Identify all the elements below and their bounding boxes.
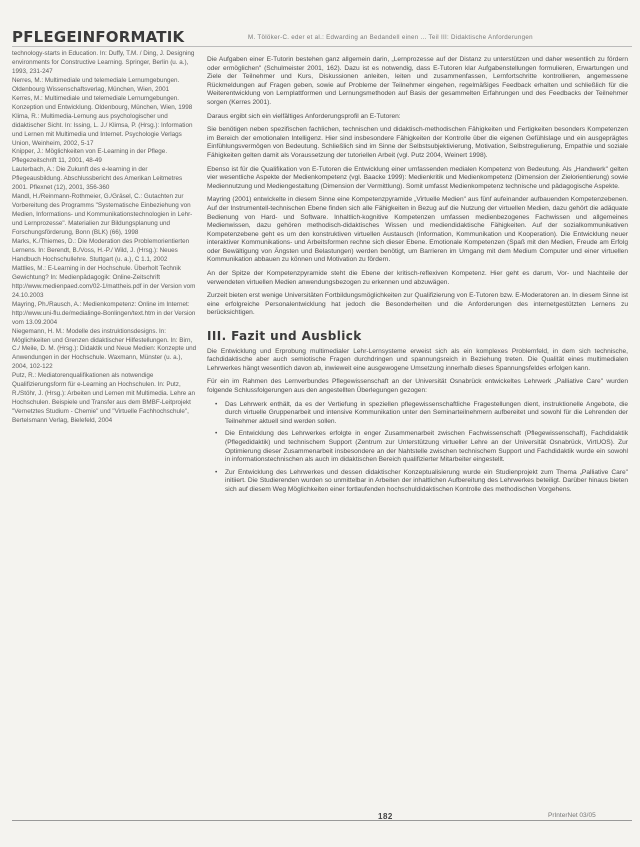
paragraph: Mayring (2001) entwickelte in diesem Sinne eine Kompetenzpyramide „Virtuelle Medien" aus fünf aufeinander aufbauenden Kompetenzebenen. Auf der Instrumentell-technischen Ebene finden sich alle Fähigkeiten in Bezug auf die Nutzung der virtuellen Medien, dazu gehört die adäquate Bedienung von Hard- und Software. Inhaltlich-kognitive Kompetenzen umfassen medienbezogenes Fachwissen und allgemeines Medienwissen, dazu gehören methodisch-didaktisches Wissen und mediendidaktische Fähigkeiten. Auf der sozialkommunikativen Kompetenzebene geht es um den konstruktiven virtuellen Austausch (Information, Kommunikation und Kooperation). Die Entwicklung neuer interaktiver Kommunikations- und Arbeitsformen rechne sich dieser Ebene. Emotionale Kompetenzen (Spaß mit den Medien, Freude am Erfolg oder Bewältigung von Ängsten und Belastungen) werden benötigt, um Barrieren im Umgang mit dem Medium Computer und einer virtuellen Kommunikation abbauen zu können und Motivation zu fördern.	[207, 196, 628, 264]
section-heading: III. Fazit und Ausblick	[207, 329, 362, 344]
running-title: M. Tölöker-C. eder et al.: Edwarding an Bedandell einen ... Teil III: Didaktische Anforderungen	[248, 34, 533, 41]
paragraph: Die Entwicklung und Erprobung multimedialer Lehr-Lernsysteme erweist sich als ein komplexes Problemfeld, in dem sich technische, fachdidaktische aber auch semiotische Fragen durchdringen und spannungsreich in Beziehung treten. Die Qualität eines multimedialen Lehrwerkes hängt wesentlich davon ab, inwieweit eine ausgewogene Umsetzung innerhalb dieses Spannungsfeldes erfolgen kann.	[207, 347, 628, 372]
paragraph: Zurzeit bieten erst wenige Universitäten Fortbildungsmöglichkeiten zur Qualifizierung von E-Tutoren bzw. E-Moderatoren an. In diesem Sinne ist eine erfolgreiche Personalentwicklung hat jedoch die Besonderheiten und die Anforderungen des internetgestützten Lernens zu berücksichtigen.	[207, 292, 628, 317]
reference-item: Marks, K./Thiemes, D.: Die Moderation des Problemorientierten Lernens. In: Berendt, B./Voss, H.-P./ Wild, J. (Hrsg.): Neues Handbuch Hochschullehre. Stuttgart (u. a.), C 1.1, 2002	[12, 238, 190, 263]
reference-item: Putz, R.: Mediatorenqualifikationen als notwendige Qualifizierungsform für e-Learning an Hochschulen. In: Putz, R./Stöhr, J. (Hrsg.): Arbeiten und Lernen mit Multimedia. Lehre an Hochschulen. Beispiele und Transfer aus dem BMBF-Leitprojekt "Vernetztes Studium - Chemie" und "Virtuelle Fachhochschule", Bertelsmann Verlag, Bielefeld, 2004	[12, 372, 196, 425]
main-column	[207, 56, 628, 499]
reference-item: Kerres, M.: Multimediale und telemediale Lernumgebungen. Konzeption und Entwicklung. Oldenbourg, München, Wien, 1998	[12, 94, 193, 111]
header-rule	[12, 46, 632, 47]
bullet-list	[207, 401, 628, 495]
reference-item: Nerres, M.: Multimediale und telemediale Lernumgebungen. Oldenbourg Wissenschaftsverlag, München, Wien, 2001	[12, 76, 180, 93]
paragraph: Für ein im Rahmen des Lernverbundes Pflegewissenschaft an der Universität Osnabrück entwickeltes Lehrwerk „Palliative Care" wurden folgende Schlussfolgerungen aus den angestellten Überlegungen gezogen:	[207, 378, 628, 394]
bullet-item: • Zur Entwicklung des Lehrwerkes und dessen didaktischer Konzeptualisierung wurde ein Studienprojekt zum Thema „Palliative Care" initiiert. Die Studierenden wurden so unmittelbar in Arbeiten der inhaltlichen Aufbereitung des Lehrwerkes beteiligt. Darüber hinaus bieten sich auf diesem Weg Möglichkeiten einer fortlaufenden hochschuldidaktischen Kontrolle des methodischen Vorgehens.	[225, 469, 628, 495]
page-number: 182	[378, 812, 393, 821]
reference-item: Knipper, J.: Möglichkeiten von E-Learning in der Pflege. Pflegezeitschrift 11, 2001, 48-49	[12, 148, 168, 165]
reference-item: Niegemann, H. M.: Modelle des instruktionsdesigns. In: Möglichkeiten und Grenzen didaktischer Hilfestellungen. In: Birn, C./ Meile, D. M. (Hrsg.): Didaktik und Neue Medien: Konzepte und Anwendungen in der Hochschule. Waxmann, Münster (u. a.), 2004, 102-122	[12, 327, 197, 371]
reference-item: Mandl, H./Reinmann-Rothmeier, G./Gräsel, C.: Gutachten zur Vorbereitung des Programms "Systematische Einbeziehung von Medien, Informations- und Kommunikationstechnologien in Lehr- und Lernprozesse". Materialien zur Bildungsplanung und Forschungsförderung, Bonn (BLK) (66), 1998	[12, 193, 193, 237]
bullet-item: • Die Entwicklung des Lehrwerkes erfolgte in enger Zusammenarbeit zwischen Fachwissenschaft (Pflegewissenschaft), Fachdidaktik (Pflegedidaktik) und technischem Support (Zentrum zur Unterstützung virtueller Lehre an der Universität Osnabrück, VirtUOS). Zur Optimierung dieser Zusammenarbeit insbesondere an der Nahtstelle zwischen technischem Support und Fachdidaktik wurde ein sowohl in informationstechnischen als auch im didaktischen Bereich qualifizierter Mitarbeiter eingestellt.	[225, 430, 628, 464]
reference-item: Mayring, Ph./Rausch, A.: Medienkompetenz: Online im Internet: http://www.uni-flu.de/medialinge-Bonlingen/text.htm in der Version vom 13.09.2004	[12, 300, 196, 326]
journal-issue: PrInterNet 03/05	[548, 812, 596, 819]
paragraph: Sie benötigen neben spezifischen fachlichen, technischen und didaktisch-methodischen Fähigkeiten und Fertigkeiten besonders Kompetenzen im Bereich der emotionalen Intelligenz. Hier sind insbesondere Fähigkeiten der Kontrolle über die eigenen Gefühlslage und ein ausgeprägtes Einfühlungsvermögen von Bedeutung. Schließlich sind im Sinne der Selbstsubjektivierung, Motivation, Selbstregulierung, Empathie und soziale Fähigkeiten gelten damit als Voraussetzung der tutoriellen Arbeit (vgl. Putz 2004, Weinert 1998).	[207, 126, 628, 159]
journal-brand: PFLEGEINFORMATIK	[12, 28, 185, 46]
paragraph: An der Spitze der Kompetenzpyramide steht die Ebene der kritisch-reflexiven Kompetenz. Hier geht es darum, Vor- und Nachteile der verwendeten virtuellen Medien anwendungsbezogen zu erkennen und abzuwägen.	[207, 270, 628, 286]
reference-item: Mattlies, M.: E-Learning in der Hochschule. Überholt Technik Gewichtung? In: Medienpädagogik: Online-Zeitschrift http://www.medienpaed.com/02-1/mattheis.pdf in der Version vom 24.10.2003	[12, 264, 196, 299]
reference-item: Klima, R.: Multimedia-Lernung aus psychologischer und didaktischer Sicht. In: Issing, L. J./ Klimsa, P. (Hrsg.): Information und Lernen mit Multimedia und Internet. Psychologie Verlags Union, Weinheim, 2002, 5-17	[12, 112, 193, 147]
reference-item: Lauterbach, A.: Die Zukunft des e-learning in der Pflegeausbildung. Abschlussbericht des Amerikan Leitmetres 2001. Pflexnet (12), 2001, 356-360	[12, 166, 183, 192]
paragraph: Die Aufgaben einer E-Tutorin bestehen ganz allgemein darin, „Lernprozesse auf der Distanz zu unterstützen und daher wesentlich zu fördern oder ermöglichen" (Schulmeister 2001, 162). Dazu ist es notwendig, dass E-Tutoren klar Aufgabenstellungen formulieren, Erwartungen und Ziele der Teilnehmer und Kurs, Diskussionen anleiten, leiten und zusammenfassen, Lernfortschritte kontrollieren, angemessene Rückmeldungen auf Fragen geben, sowie auf Probleme der Teilnehmer eingehen, regelmäßiges Feedback erhalten und schließlich für die Weiterentwicklung von Lernplattformen und Lernungsmethoden auf Basis der gesammelten Erfahrungen und des Feedbacks der Teilnehmer sorgen (Kerres 2001).	[207, 56, 628, 106]
reference-list	[12, 50, 197, 426]
paragraph: Daraus ergibt sich ein vielfältiges Anforderungsprofil an E-Tutoren:	[207, 112, 401, 120]
footer-rule	[12, 820, 632, 821]
bullet-item: • Das Lehrwerk enthält, da es der Vertiefung in speziellen pflegewissenschaftliche Fragestellungen dient, instruktionelle Angebote, die durch virtuelle Gruppenarbeit und intensive Kommunikation unter den Seminarteilnehmern aufbereitet und sowohl für die Lehrenden der Teilnehmer aktuell sind werden sollen.	[225, 401, 628, 427]
reference-item: technology-starts in Education. In: Duffy, T.M. / Ding, J. Designing environments for Constructive Learning. Springer, Berlin (u. a.), 1993, 231-247	[12, 50, 195, 75]
paragraph: Ebenso ist für die Qualifikation von E-Tutoren die Entwicklung einer umfassenden medialen Kompetenz von Bedeutung. Als „Handwerk" gelten vier wesentliche Aspekte der Medienkompetenz (vgl. Baacke 1999): Medienkritik und Medienkompetenz (Dimension der Zielorientierung) sowie Mediennutzung und Mediengestaltung (Dimension der Vermittlung). Somit umfasst Medienkompetenz technische und pädagogische Aspekte.	[207, 165, 628, 190]
